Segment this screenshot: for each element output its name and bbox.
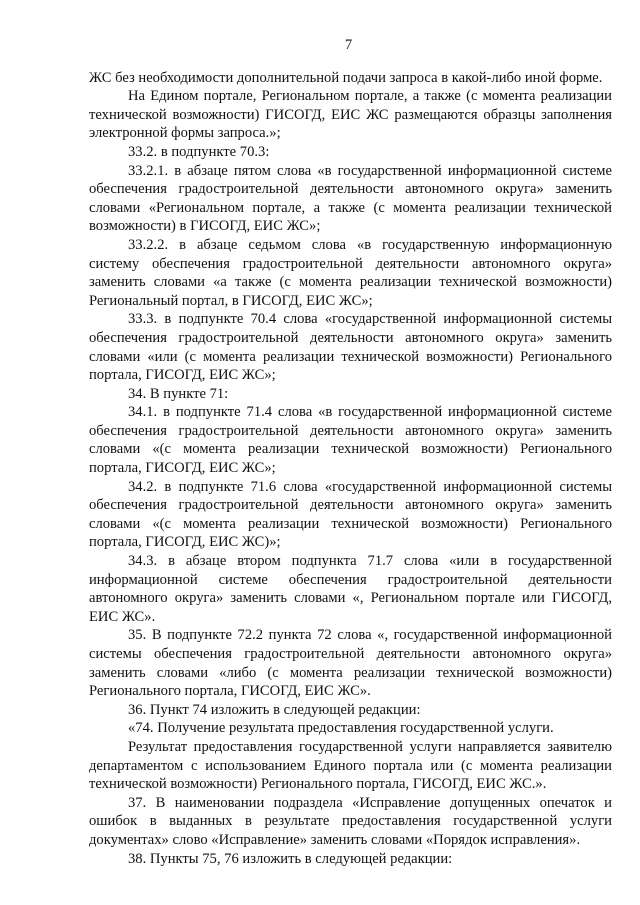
paragraph-continuation: ЖС без необходимости дополнительной подачи запроса в какой-либо иной форме. (89, 69, 603, 86)
paragraph: «74. Получение результата предоставления государственной услуги. (128, 720, 554, 737)
paragraph: 35. В подпункте 72.2 пункта 72 слова «, государственной информационной системы обеспечения градостроительной деятельности автономного округа» заменить словами «либо (с момента реализации технической возможности) Регионального портала, ГИСОГД, ЕИС ЖС». (89, 627, 612, 700)
paragraph: Результат предоставления государственной услуги направляется заявителю департаментом с использованием Единого портала или (с момента реализации технической возможности) Регионального портала, ГИСОГД, ЕИС ЖС.». (89, 738, 612, 793)
paragraph: 34.1. в подпункте 71.4 слова «в государственной информационной системе обеспечения градостроительной деятельности автономного округа» заменить словами «(с момента реализации технической возможности) Регионального портала, ГИСОГД, ЕИС ЖС»; (89, 404, 612, 477)
paragraph: 37. В наименовании подраздела «Исправление допущенных опечаток и ошибок в выданных в результате предоставления государственной услуги документах» слово «Исправление» заменить словами «Порядок исправления». (89, 794, 612, 848)
paragraph: 34.3. в абзаце втором подпункта 71.7 слова «или в государственной информационной системе обеспечения градостроительной деятельности автономного округа» заменить словами «, Региональном портале или ГИСОГД, ЕИС ЖС». (89, 553, 612, 625)
page-number: 7 (344, 37, 353, 53)
paragraph: 36. Пункт 74 изложить в следующей редакции: (128, 701, 421, 718)
paragraph: 33.2.2. в абзаце седьмом слова «в государственную информационную систему обеспечения градостроительной деятельности автономного округа» заменить словами «а также (с момента реализации технической возможности) Региональный портал, в ГИСОГД, ЕИС ЖС»; (89, 236, 612, 309)
paragraph: На Едином портале, Региональном портале, а также (с момента реализации технической возможности) ГИСОГД, ЕИС ЖС размещаются образцы заполнения электронной формы запроса.»; (89, 88, 612, 142)
paragraph: 34.2. в подпункте 71.6 слова «государственной информационной системы обеспечения градостроительной деятельности автономного округа» заменить словами «(с момента реализации технической возможности) Регионального портала, ГИСОГД, ЕИС ЖС)»; (89, 478, 612, 551)
paragraph: 33.2.1. в абзаце пятом слова «в государственной информационной системе обеспечения градостроительной деятельности автономного округа» заменить словами «Региональном портале, а также (с момента реализации технической возможности) в ГИСОГД, ЕИС ЖС»; (89, 162, 612, 235)
paragraph: 38. Пункты 75, 76 изложить в следующей редакции: (128, 850, 453, 867)
paragraph: 33.3. в подпункте 70.4 слова «государственной информационной системы обеспечения градостроительной деятельности автономного округа» заменить словами «или (с момента реализации технической возможности) Регионального портала, ГИСОГД, ЕИС ЖС»; (89, 311, 612, 384)
paragraph: 34. В пункте 71: (128, 385, 229, 402)
paragraph: 33.2. в подпункте 70.3: (128, 143, 270, 160)
